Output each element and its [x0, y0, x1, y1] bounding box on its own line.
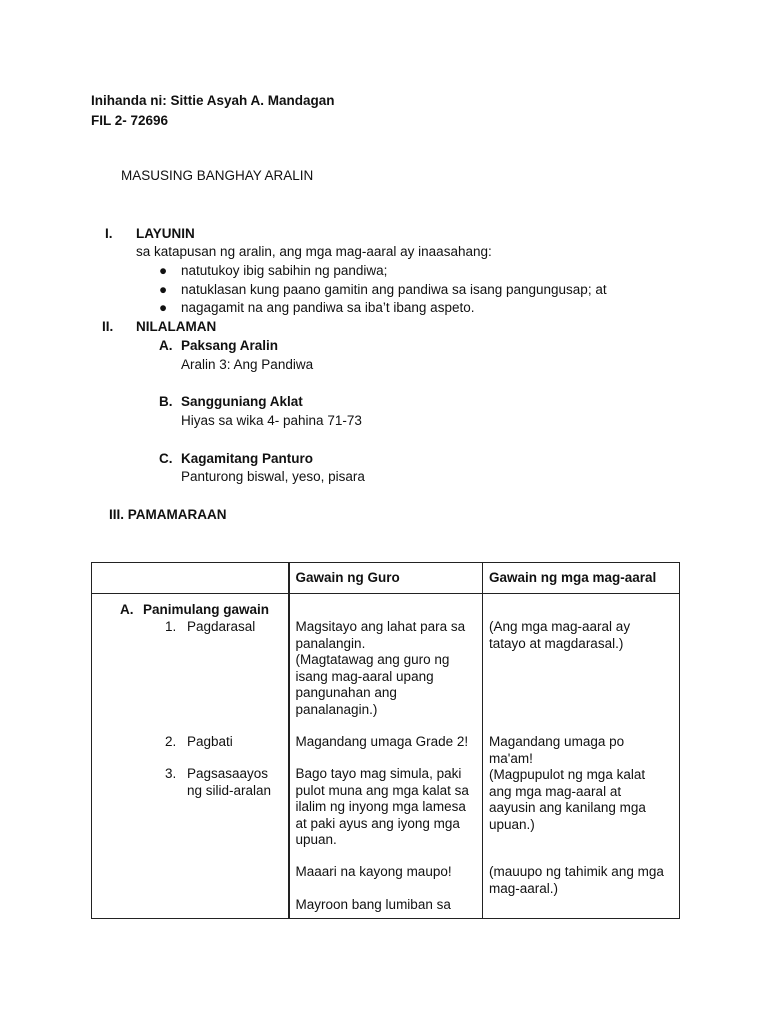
guro-cell	[289, 594, 483, 919]
activity-cell	[92, 594, 289, 919]
table-header-cell: Gawain ng mga mag-aaral	[483, 563, 680, 594]
guro-text: Maaari na kayong maupo!	[295, 864, 452, 879]
part-letter: A.	[120, 602, 134, 617]
section1-number: I.	[105, 226, 113, 241]
step-label: Pagsasaayos ng silid-aralan	[187, 766, 272, 798]
step-number: 2.	[165, 734, 177, 749]
item-c-letter: C.	[159, 451, 173, 466]
item-b-letter: B.	[159, 394, 173, 409]
guro-text: Magsitayo ang lahat para sa panalangin. (Magtatawag ang guro ng isang mag-aaral upang pangunahan ang panalanagin.)	[295, 619, 466, 717]
step-number: 1.	[165, 619, 177, 634]
procedure-table	[91, 562, 680, 919]
table-row	[92, 594, 680, 919]
step-label: Pagdarasal	[187, 619, 256, 634]
section1-intro: sa katapusan ng aralin, ang mga mag-aaral ay inaasahang:	[136, 244, 492, 259]
guro-text: Bago tayo mag simula, paki pulot muna ang mga kalat sa ilalim ng inyong mga lamesa at paki ayus ang iyong mga upuan.	[295, 766, 469, 847]
item-a-title: Paksang Aralin	[181, 338, 279, 353]
section1-heading: LAYUNIN	[136, 226, 195, 241]
course-code: FIL 2- 72696	[91, 113, 169, 128]
table-header-row	[92, 563, 680, 594]
step-label: Pagbati	[187, 734, 233, 749]
item-a-letter: A.	[159, 338, 173, 353]
item-c-title: Kagamitang Panturo	[181, 451, 314, 466]
bullet-icon: ●	[159, 263, 168, 278]
magaaral-text: Magandang umaga po ma'am! (Magpupulot ng mga kalat ang mga mag-aaral at aayusin ang kanilang mga upuan.)	[489, 734, 646, 832]
item-b-text: Hiyas sa wika 4- pahina 71-73	[181, 413, 362, 428]
author-line: Inihanda ni: Sittie Asyah A. Mandagan	[91, 93, 335, 108]
magaaral-cell	[483, 594, 680, 919]
item-c-text: Panturong biswal, yeso, pisara	[181, 469, 365, 484]
part-title: Panimulang gawain	[143, 602, 270, 617]
table-header-cell	[92, 563, 289, 594]
magaaral-text: (mauupo ng tahimik ang mga mag-aaral.)	[489, 864, 664, 896]
section2-heading: NILALAMAN	[136, 319, 217, 334]
step-number: 3.	[165, 766, 177, 781]
bullet-icon: ●	[159, 300, 168, 315]
item-b-title: Sangguniang Aklat	[181, 394, 303, 409]
guro-text: Mayroon bang lumiban sa	[295, 897, 451, 912]
magaaral-text: (Ang mga mag-aaral ay tatayo at magdarasal.)	[489, 619, 631, 651]
document-title: MASUSING BANGHAY ARALIN	[121, 168, 314, 183]
section2-number: II.	[102, 319, 114, 334]
section3-heading: III. PAMAMARAAN	[109, 507, 227, 522]
table-header-cell: Gawain ng Guro	[289, 563, 483, 594]
item-a-text: Aralin 3: Ang Pandiwa	[181, 357, 314, 372]
bullet-icon: ●	[159, 282, 168, 297]
guro-text: Magandang umaga Grade 2!	[295, 734, 469, 749]
